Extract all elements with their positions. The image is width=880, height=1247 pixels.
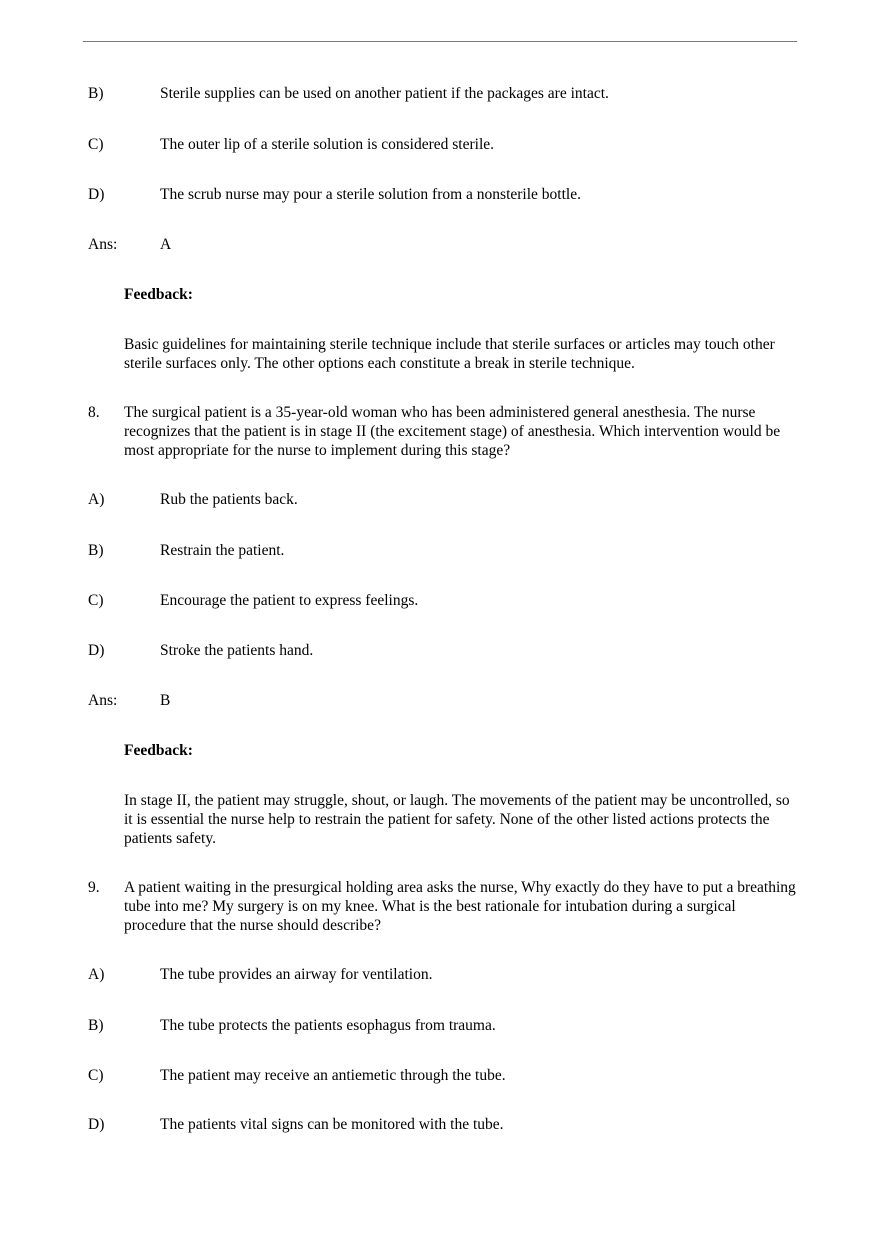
option-label: B) (88, 1017, 104, 1034)
option-text: The tube protects the patients esophagus from trauma. (160, 1017, 496, 1034)
option-text: The patients vital signs can be monitored with the tube. (160, 1116, 504, 1133)
option-text: Encourage the patient to express feelings. (160, 592, 419, 609)
question-stem: The surgical patient is a 35-year-old woman who has been administered general anesthesia. The nurse recognizes that the patient is in stage II (the excitement stage) of anesthesia. Which intervention would be most appropriate for the nurse to implement during this stage? (124, 404, 781, 459)
question-number: 8. (88, 404, 100, 421)
feedback-heading: Feedback: (124, 286, 193, 303)
header-rule (83, 41, 797, 42)
option-label: C) (88, 1067, 104, 1084)
option-label: C) (88, 592, 104, 609)
feedback-heading: Feedback: (124, 742, 193, 759)
option-text: The outer lip of a sterile solution is considered sterile. (160, 136, 495, 153)
option-text: Stroke the patients hand. (160, 642, 314, 659)
option-text: The scrub nurse may pour a sterile solution from a nonsterile bottle. (160, 186, 581, 203)
option-text: Restrain the patient. (160, 542, 285, 559)
option-label: D) (88, 642, 105, 659)
feedback-text: Basic guidelines for maintaining sterile technique include that sterile surfaces or articles may touch other sterile surfaces only. The other options each constitute a break in sterile technique. (124, 336, 775, 372)
question-number: 9. (88, 879, 100, 896)
option-label: D) (88, 186, 105, 203)
option-text: Rub the patients back. (160, 491, 298, 508)
option-label: A) (88, 491, 105, 508)
option-label: A) (88, 966, 105, 983)
feedback-text: In stage II, the patient may struggle, shout, or laugh. The movements of the patient may be uncontrolled, so it is essential the nurse help to restrain the patient for safety. None of the other listed actions protects the patients safety. (124, 792, 790, 847)
option-text: Sterile supplies can be used on another patient if the packages are intact. (160, 85, 609, 102)
answer-label: Ans: (88, 236, 118, 253)
answer-value: A (160, 236, 172, 253)
option-text: The tube provides an airway for ventilation. (160, 966, 433, 983)
option-label: B) (88, 85, 104, 102)
answer-label: Ans: (88, 692, 118, 709)
question-stem: A patient waiting in the presurgical holding area asks the nurse, Why exactly do they have to put a breathing tube into me? My surgery is on my knee. What is the best rationale for intubation during a surgical procedure that the nurse should describe? (124, 879, 796, 934)
option-label: D) (88, 1116, 105, 1133)
option-text: The patient may receive an antiemetic through the tube. (160, 1067, 506, 1084)
option-label: B) (88, 542, 104, 559)
answer-value: B (160, 692, 171, 709)
option-label: C) (88, 136, 104, 153)
